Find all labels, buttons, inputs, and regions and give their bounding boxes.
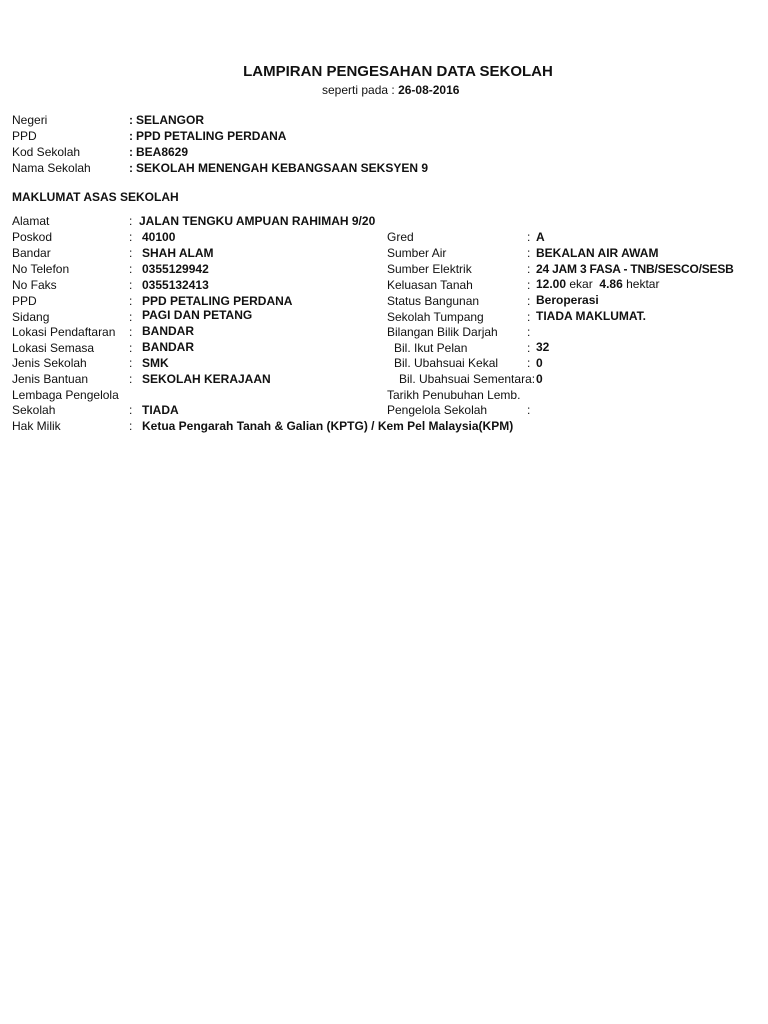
bil-ubahsuai-sementara-label: Bil. Ubahsuai Sementara: <box>399 372 536 386</box>
ppd-value: PPD PETALING PERDANA <box>136 129 287 143</box>
bil-ubahsuai-kekal-label: Bil. Ubahsuai Kekal <box>394 356 499 370</box>
sumber-elektrik-colon: : <box>527 262 531 276</box>
poskod-colon: : <box>129 230 133 244</box>
bilangan-bilik-darjah-colon: : <box>527 325 531 339</box>
keluasan-tanah-colon: : <box>527 278 531 292</box>
hak-milik-label: Hak Milik <box>12 419 61 433</box>
tarikh-penubuhan-label: Tarikh Penubuhan Lemb. <box>387 388 521 402</box>
bil-ubahsuai-kekal-colon: : <box>527 356 531 370</box>
gred-value: A <box>536 230 545 244</box>
section-title: MAKLUMAT ASAS SEKOLAH <box>12 190 179 204</box>
negeri-label: Negeri <box>12 113 48 127</box>
ppd-label: PPD <box>12 129 37 143</box>
ppd-colon: : <box>129 129 133 143</box>
keluasan-tanah-values <box>536 277 659 291</box>
jenis-bantuan-value: SEKOLAH KERAJAAN <box>142 372 271 386</box>
no-faks-label: No Faks <box>12 278 57 292</box>
bil-ikut-pelan-label: Bil. Ikut Pelan <box>394 341 468 355</box>
sekolah-colon: : <box>129 403 133 417</box>
sekolah-tumpang-value: TIADA MAKLUMAT. <box>536 309 646 323</box>
poskod-value: 40100 <box>142 230 176 244</box>
sumber-air-colon: : <box>527 246 531 260</box>
status-bangunan-colon: : <box>527 294 531 308</box>
lokasi-pendaftaran-colon: : <box>129 325 133 339</box>
jenis-bantuan-label: Jenis Bantuan <box>12 372 89 386</box>
sekolah-value: TIADA <box>142 403 179 417</box>
pengelola-sekolah-label: Pengelola Sekolah <box>387 403 488 417</box>
no-faks-colon: : <box>129 278 133 292</box>
bandar-label: Bandar <box>12 246 51 260</box>
bandar-colon: : <box>129 246 133 260</box>
as-of-line <box>322 83 459 97</box>
bil-ikut-pelan-colon: : <box>527 341 531 355</box>
nama-sekolah-label: Nama Sekolah <box>12 161 91 175</box>
sidang-label: Sidang <box>12 310 50 324</box>
sumber-air-label: Sumber Air <box>387 246 447 260</box>
keluasan-hektar-unit: hektar <box>626 277 660 291</box>
as-of-date: 26-08-2016 <box>398 83 460 97</box>
sumber-elektrik-label: Sumber Elektrik <box>387 262 472 276</box>
bilangan-bilik-darjah-label: Bilangan Bilik Darjah <box>387 325 498 339</box>
status-bangunan-label: Status Bangunan <box>387 294 480 308</box>
ppd2-colon: : <box>129 294 133 308</box>
alamat-label: Alamat <box>12 214 50 228</box>
alamat-value: JALAN TENGKU AMPUAN RAHIMAH 9/20 <box>139 214 376 228</box>
nama-sekolah-value: SEKOLAH MENENGAH KEBANGSAAN SEKSYEN 9 <box>136 161 429 175</box>
pengelola-sekolah-colon: : <box>527 403 531 417</box>
gred-colon: : <box>527 230 531 244</box>
no-telefon-value: 0355129942 <box>142 262 209 276</box>
sekolah-tumpang-colon: : <box>527 310 531 324</box>
negeri-colon: : <box>129 113 133 127</box>
no-telefon-colon: : <box>129 262 133 276</box>
gred-label: Gred <box>387 230 414 244</box>
poskod-label: Poskod <box>12 230 53 244</box>
hak-milik-value: Ketua Pengarah Tanah & Galian (KPTG) / Kem Pel Malaysia(KPM) <box>142 419 514 433</box>
negeri-value: SELANGOR <box>136 113 205 127</box>
keluasan-tanah-label: Keluasan Tanah <box>387 278 473 292</box>
jenis-bantuan-colon: : <box>129 372 133 386</box>
alamat-colon: : <box>129 214 133 228</box>
lembaga-pengelola-label: Lembaga Pengelola <box>12 388 119 402</box>
as-of-label: seperti pada : <box>322 83 395 97</box>
bil-ubahsuai-kekal-value: 0 <box>536 356 543 370</box>
ppd2-label: PPD <box>12 294 37 308</box>
ppd2-value: PPD PETALING PERDANA <box>142 294 293 308</box>
bil-ikut-pelan-value: 32 <box>536 340 550 354</box>
bandar-value: SHAH ALAM <box>142 246 214 260</box>
bil-ubahsuai-sementara-value: 0 <box>536 372 543 386</box>
jenis-sekolah-colon: : <box>129 356 133 370</box>
kod-sekolah-colon: : <box>129 145 133 159</box>
lokasi-semasa-label: Lokasi Semasa <box>12 341 95 355</box>
lokasi-pendaftaran-value: BANDAR <box>142 324 194 338</box>
status-bangunan-value: Beroperasi <box>536 293 599 307</box>
keluasan-ekar-unit: ekar <box>569 277 593 291</box>
hak-milik-colon: : <box>129 419 133 433</box>
document-title: LAMPIRAN PENGESAHAN DATA SEKOLAH <box>243 63 553 80</box>
lokasi-semasa-value: BANDAR <box>142 340 194 354</box>
kod-sekolah-label: Kod Sekolah <box>12 145 81 159</box>
jenis-sekolah-label: Jenis Sekolah <box>12 356 87 370</box>
no-telefon-label: No Telefon <box>12 262 70 276</box>
sidang-value: PAGI DAN PETANG <box>142 308 253 322</box>
sidang-colon: : <box>129 310 133 324</box>
sekolah-tumpang-label: Sekolah Tumpang <box>387 310 484 324</box>
sumber-elektrik-value: 24 JAM 3 FASA - TNB/SESCO/SESB <box>536 262 734 276</box>
sekolah-label: Sekolah <box>12 403 56 417</box>
keluasan-hektar-value: 4.86 <box>599 277 623 291</box>
keluasan-ekar-value: 12.00 <box>536 277 567 291</box>
lokasi-pendaftaran-label: Lokasi Pendaftaran <box>12 325 116 339</box>
no-faks-value: 0355132413 <box>142 278 209 292</box>
jenis-sekolah-value: SMK <box>142 356 169 370</box>
kod-sekolah-value: BEA8629 <box>136 145 189 159</box>
sumber-air-value: BEKALAN AIR AWAM <box>536 246 659 260</box>
lokasi-semasa-colon: : <box>129 341 133 355</box>
nama-sekolah-colon: : <box>129 161 133 175</box>
